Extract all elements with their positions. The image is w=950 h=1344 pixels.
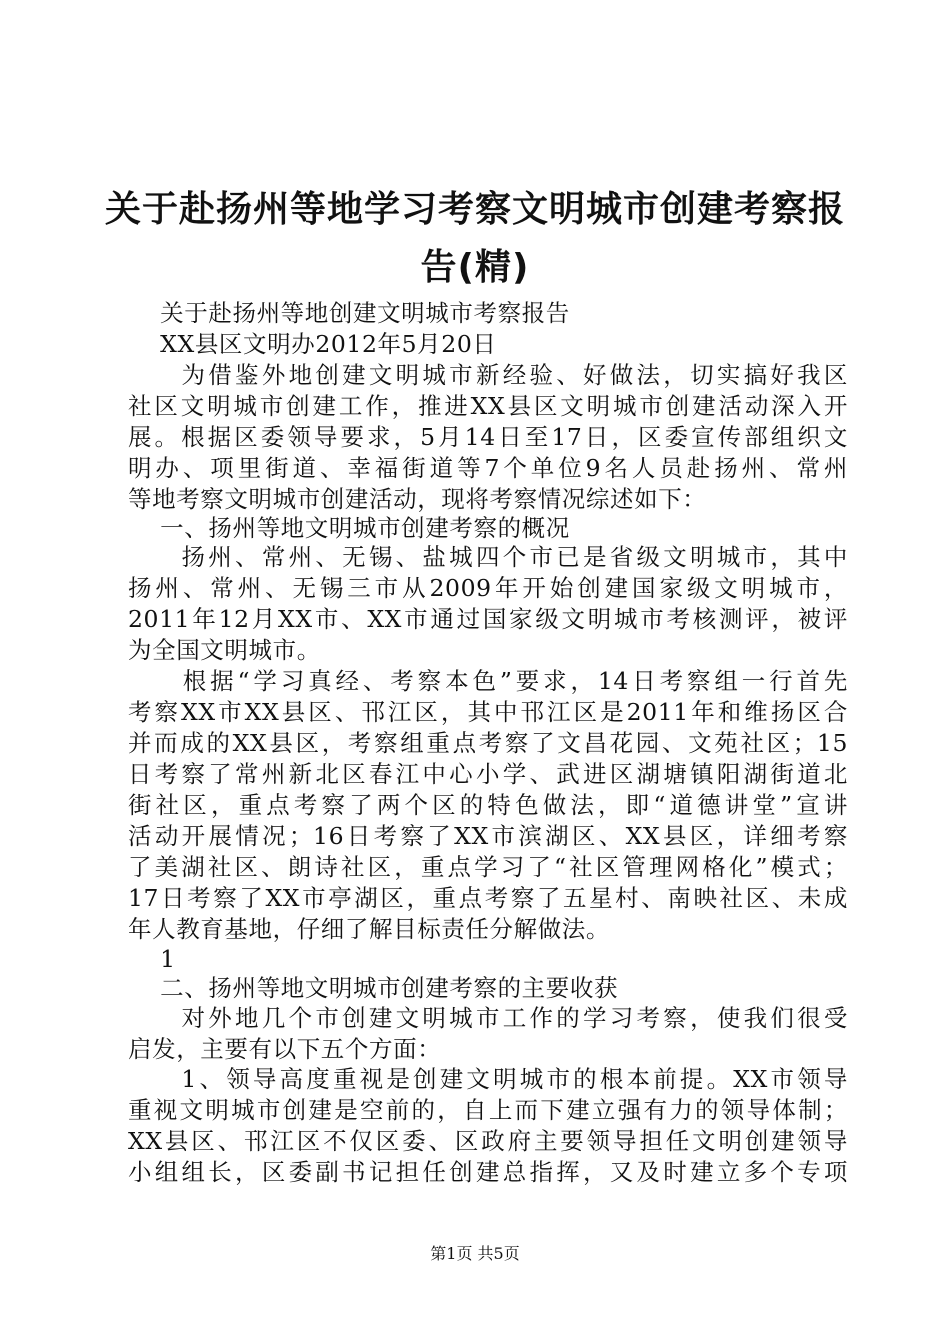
body-line: 根据“学习真经、考察本色”要求，14日考察组一行首先: [128, 667, 848, 695]
body-line: 了美湖社区、朗诗社区，重点学习了“社区管理网格化”模式；: [128, 853, 848, 881]
document-title-line-1: 关于赴扬州等地学习考察文明城市创建考察报: [104, 189, 845, 230]
body-line: 活动开展情况；16日考察了XX市滨湖区、XX县区，详细考察: [128, 822, 848, 850]
body-line: 为全国文明城市。: [128, 636, 321, 664]
body-line: 并而成的XX县区，考察组重点考察了文昌花园、文苑社区；15: [128, 729, 848, 757]
body-line: 扬州、常州、无锡三市从2009年开始创建国家级文明城市，: [128, 574, 848, 602]
body-line: 社区文明城市创建工作，推进XX县区文明城市创建活动深入开: [128, 392, 848, 420]
body-line: 关于赴扬州等地创建文明城市考察报告: [128, 299, 570, 327]
body-line: XX县区文明办2012年5月20日: [128, 330, 497, 358]
section-heading: 二、扬州等地文明城市创建考察的主要收获: [128, 974, 619, 1002]
body-line: 街社区，重点考察了两个区的特色做法，即“道德讲堂”宣讲: [128, 791, 848, 819]
section-heading: 一、扬州等地文明城市创建考察的概况: [128, 514, 570, 542]
body-line: 重视文明城市创建是空前的，自上而下建立强有力的领导体制；: [128, 1096, 848, 1124]
document-title-line-2: 告(精): [420, 247, 530, 288]
body-line: 1、领导高度重视是创建文明城市的根本前提。XX市领导: [128, 1065, 848, 1093]
body-line: 年人教育基地，仔细了解目标责任分解做法。: [128, 915, 610, 943]
body-line: 考察XX市XX县区、邗江区，其中邗江区是2011年和维扬区合: [128, 698, 848, 726]
body-line: 2011年12月XX市、XX市通过国家级文明城市考核测评，被评: [128, 605, 848, 633]
body-line: 17日考察了XX市亭湖区，重点考察了五星村、南映社区、未成: [128, 884, 848, 912]
body-line: 启发，主要有以下五个方面：: [128, 1035, 442, 1063]
body-line: 小组组长，区委副书记担任创建总指挥，又及时建立多个专项: [128, 1158, 848, 1186]
page-footer: 第1页 共5页: [430, 1244, 520, 1263]
inline-page-number: 1: [128, 945, 176, 973]
body-line: 明办、项里街道、幸福街道等7个单位9名人员赴扬州、常州: [128, 454, 848, 482]
body-line: 为借鉴外地创建文明城市新经验、好做法，切实搞好我区: [128, 361, 848, 389]
body-line: 日考察了常州新北区春江中心小学、武进区湖塘镇阳湖街道北: [128, 760, 848, 788]
body-line: XX县区、邗江区不仅区委、区政府主要领导担任文明创建领导: [128, 1127, 848, 1155]
body-line: 扬州、常州、无锡、盐城四个市已是省级文明城市，其中: [128, 543, 848, 571]
body-line: 对外地几个市创建文明城市工作的学习考察，使我们很受: [128, 1004, 848, 1032]
body-line: 等地考察文明城市创建活动，现将考察情况综述如下：: [128, 485, 707, 513]
body-line: 展。根据区委领导要求，5月14日至17日，区委宣传部组织文: [128, 423, 848, 451]
